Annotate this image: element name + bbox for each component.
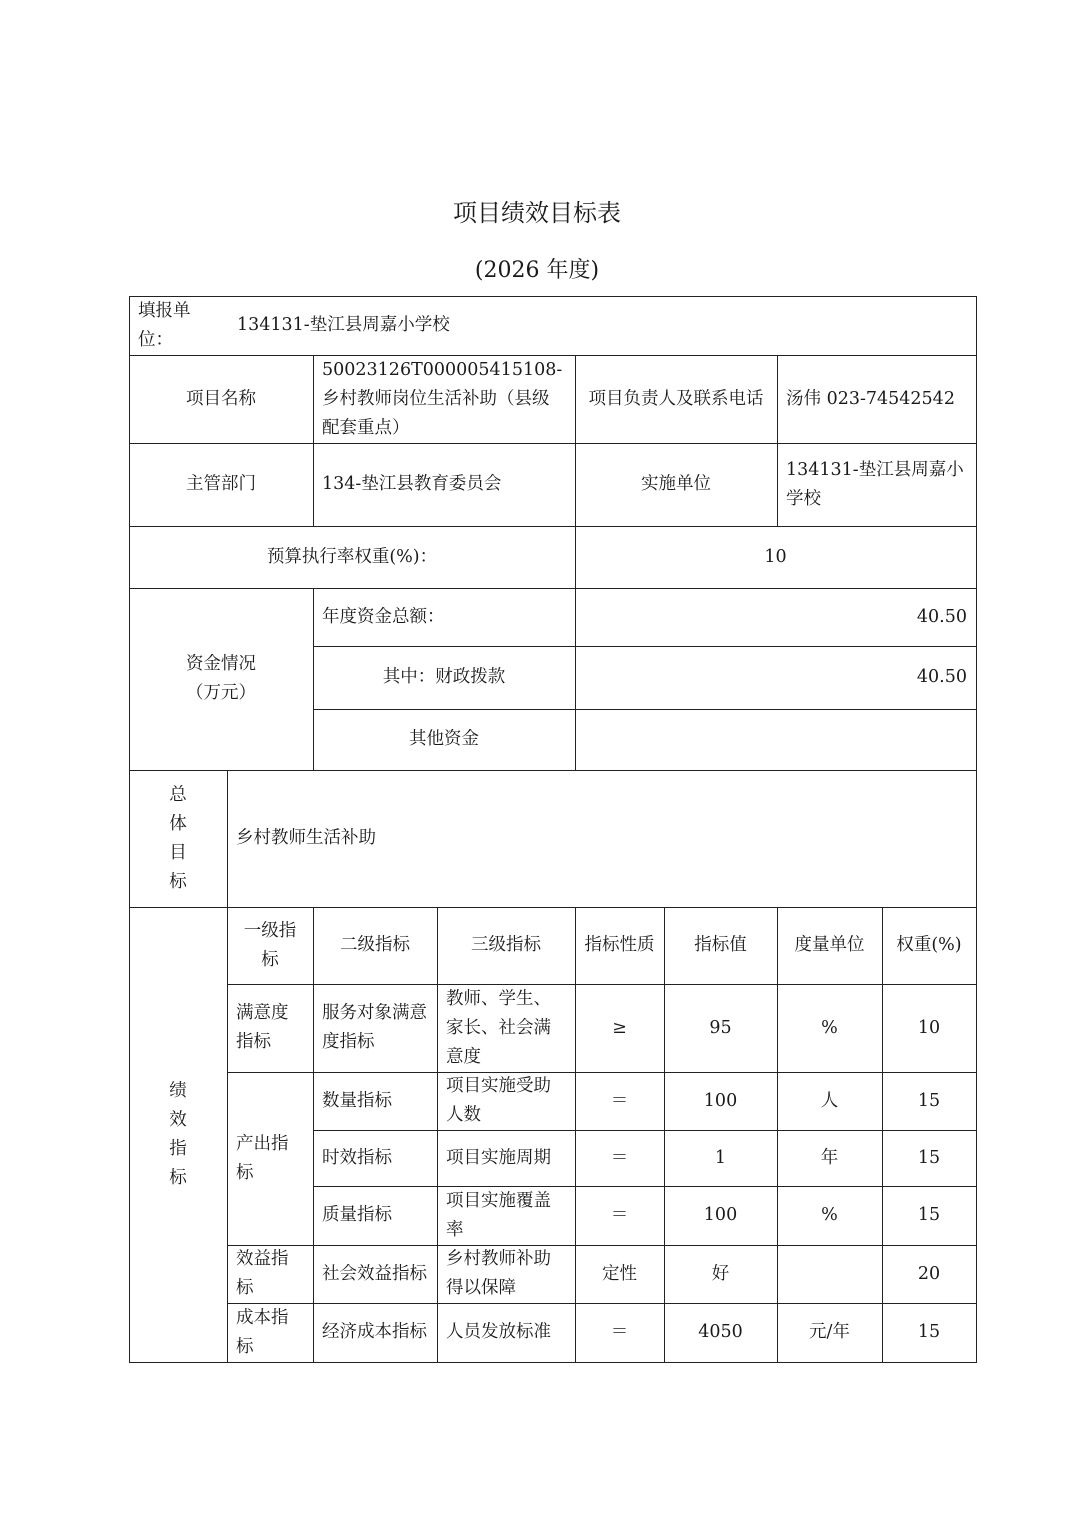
indicator-level2-text: 经济成本指标 (322, 1322, 427, 1342)
budget-rate-value (575, 526, 976, 588)
indicator-level3-text: 项目实施受助人数 (446, 1076, 551, 1125)
indicator-value-text: 100 (703, 1090, 738, 1111)
indicator-weight-text: 15 (917, 1205, 941, 1225)
indicator-level3 (437, 1186, 575, 1245)
indicator-weight (882, 984, 976, 1072)
indicator-level1-text: 效益指标 (236, 1249, 289, 1298)
project-name-value (313, 355, 575, 443)
indicator-level3-text: 项目实施覆盖率 (446, 1190, 551, 1240)
col-header-text: 指标值 (694, 935, 747, 955)
goal-label-char: 标 (169, 871, 187, 892)
indicator-level3 (437, 1303, 575, 1362)
funds-other-label-text: 其他资金 (409, 729, 479, 749)
indicator-value (664, 1186, 777, 1245)
indicator-level1 (227, 1245, 313, 1303)
indicator-unit (777, 984, 882, 1072)
fill-unit-label (129, 296, 219, 355)
funds-total-label-text: 年度资金总额： (322, 606, 445, 627)
indicator-nature-text: ＝ (610, 1090, 629, 1111)
indicator-nature (575, 1072, 664, 1130)
goal-label-char: 总 (169, 784, 187, 805)
indicator-weight-text: 15 (917, 1322, 941, 1342)
indicators-section-label (129, 907, 227, 1362)
indicator-unit (777, 1186, 882, 1245)
col-header-level1 (227, 907, 313, 984)
indicator-level2 (313, 1186, 437, 1245)
indicator-level3 (437, 1072, 575, 1130)
col-header-level3 (437, 907, 575, 984)
indicator-level3 (437, 1245, 575, 1303)
indicator-nature (575, 984, 664, 1072)
impl-value-text: 134131-垫江县周嘉小学校 (786, 459, 964, 509)
goal-label-char: 目 (169, 842, 187, 863)
indicators-label-char: 效 (169, 1109, 187, 1130)
funds-other-value (575, 709, 976, 770)
indicator-level3-text: 项目实施周期 (446, 1147, 551, 1168)
indicator-nature (575, 1245, 664, 1303)
indicator-level1-text: 产出指标 (236, 1133, 289, 1183)
contact-value (777, 355, 976, 443)
col-header-text: 二级指标 (340, 935, 410, 955)
indicator-level2 (313, 1245, 437, 1303)
indicator-level2-text: 数量指标 (322, 1090, 392, 1111)
indicator-nature-text: ≥ (612, 1017, 627, 1038)
indicator-level3 (437, 1130, 575, 1186)
indicator-level2 (313, 1130, 437, 1186)
grid-line (976, 296, 977, 1363)
indicator-unit-text: % (821, 1205, 838, 1225)
indicator-nature (575, 1186, 664, 1245)
funds-label (129, 588, 313, 770)
funds-other-label (313, 709, 575, 770)
page-title: 项目绩效目标表 (453, 199, 621, 227)
indicator-unit-text: % (821, 1017, 838, 1038)
col-header-value (664, 907, 777, 984)
goal-label (129, 770, 227, 907)
indicator-level2 (313, 984, 437, 1072)
indicator-weight (882, 1072, 976, 1130)
indicator-level1 (227, 1303, 313, 1362)
funds-label-line2: （万元） (186, 683, 256, 703)
funds-fiscal-label-text: 其中：财政拨款 (382, 667, 506, 687)
indicator-level2 (313, 1072, 437, 1130)
project-name-label-text: 项目名称 (186, 388, 256, 409)
funds-fiscal-value (575, 646, 976, 709)
indicator-unit (777, 1130, 882, 1186)
indicator-level3-text: 教师、学生、家长、社会满意度 (446, 988, 551, 1067)
contact-label (575, 355, 777, 443)
indicator-weight-text: 20 (917, 1263, 941, 1284)
indicator-value (664, 1245, 777, 1303)
indicator-level2 (313, 1303, 437, 1362)
fill-unit-label-text: 填报单位： (138, 300, 191, 350)
fill-unit-value (228, 296, 976, 355)
col-header-text: 三级指标 (471, 935, 541, 955)
indicator-value (664, 1303, 777, 1362)
indicator-value (664, 1130, 777, 1186)
impl-label-text: 实施单位 (641, 474, 711, 494)
dept-value (313, 443, 575, 526)
page-subtitle: (2026 年度) (474, 258, 600, 283)
indicator-level1 (227, 984, 313, 1072)
col-header-text: 权重(%) (896, 935, 962, 955)
indicator-level1-text: 成本指标 (236, 1307, 289, 1357)
indicator-level1-text: 满意度指标 (236, 1003, 289, 1052)
funds-total-value-text: 40.50 (916, 606, 967, 627)
indicator-nature (575, 1130, 664, 1186)
col-header-text: 指标性质 (584, 935, 655, 955)
impl-value (777, 443, 976, 526)
indicator-unit-text: 人 (820, 1090, 839, 1111)
indicator-weight (882, 1303, 976, 1362)
indicator-weight (882, 1130, 976, 1186)
indicator-level3-text: 人员发放标准 (446, 1322, 551, 1342)
indicator-weight (882, 1186, 976, 1245)
col-header-text: 一级指标 (243, 920, 297, 970)
fill-unit-value-text: 134131-垫江县周嘉小学校 (237, 315, 450, 335)
indicator-nature-text: ＝ (610, 1147, 629, 1168)
indicator-weight (882, 1245, 976, 1303)
indicator-nature-text: ＝ (610, 1205, 629, 1225)
goal-label-char: 体 (169, 813, 187, 834)
indicator-unit (777, 1072, 882, 1130)
indicator-level1 (227, 1072, 313, 1245)
col-header-nature (575, 907, 664, 984)
funds-total-value (575, 588, 976, 646)
project-name-value-text: 50023126T000005415108-乡村教师岗位生活补助（县级配套重点） (322, 359, 563, 438)
indicator-nature (575, 1303, 664, 1362)
project-name-label (129, 355, 313, 443)
indicator-value (664, 984, 777, 1072)
indicator-value-text: 100 (703, 1205, 738, 1225)
col-header-level2 (313, 907, 437, 984)
indicator-level3-text: 乡村教师补助得以保障 (446, 1249, 551, 1298)
indicators-label-char: 标 (169, 1167, 187, 1188)
indicator-nature-text: ＝ (610, 1322, 629, 1342)
dept-label-text: 主管部门 (186, 474, 256, 494)
goal-value (227, 770, 976, 907)
indicator-value-text: 1 (714, 1147, 727, 1168)
indicator-weight-text: 15 (917, 1147, 941, 1168)
indicator-weight-text: 10 (917, 1017, 941, 1038)
contact-value-text: 汤伟 023-74542542 (786, 388, 955, 409)
budget-rate-label (129, 526, 575, 588)
indicator-value-text: 好 (711, 1263, 730, 1284)
funds-fiscal-label (313, 646, 575, 709)
col-header-text: 度量单位 (794, 935, 865, 955)
indicator-level2-text: 质量指标 (322, 1205, 392, 1225)
indicator-weight-text: 15 (917, 1090, 941, 1111)
indicator-unit-text: 元/年 (809, 1322, 850, 1342)
contact-label-text: 项目负责人及联系电话 (588, 388, 764, 409)
col-header-weight (882, 907, 976, 984)
indicator-unit-text: 年 (820, 1147, 839, 1168)
indicator-nature-text: 定性 (602, 1263, 637, 1284)
goal-value-text: 乡村教师生活补助 (236, 828, 376, 848)
budget-rate-value-text: 10 (764, 546, 787, 567)
grid-line (129, 1362, 977, 1363)
indicator-level2-text: 服务对象满意度指标 (322, 1003, 427, 1052)
funds-fiscal-value-text: 40.50 (916, 667, 967, 687)
dept-label (129, 443, 313, 526)
dept-value-text: 134-垫江县教育委员会 (322, 474, 502, 494)
indicator-unit (777, 1303, 882, 1362)
indicators-label-char: 绩 (169, 1080, 187, 1101)
budget-rate-label-text: 预算执行率权重(%)： (266, 546, 438, 567)
indicator-level3 (437, 984, 575, 1072)
indicator-value-text: 4050 (698, 1322, 743, 1342)
indicators-label-char: 指 (169, 1138, 187, 1159)
indicator-value (664, 1072, 777, 1130)
indicator-value-text: 95 (709, 1017, 732, 1038)
indicator-level2-text: 社会效益指标 (322, 1263, 427, 1284)
indicator-level2-text: 时效指标 (322, 1147, 392, 1168)
impl-label (575, 443, 777, 526)
funds-total-label (313, 588, 575, 646)
indicator-unit (777, 1245, 882, 1303)
col-header-unit (777, 907, 882, 984)
funds-label-line1: 资金情况 (186, 654, 256, 674)
